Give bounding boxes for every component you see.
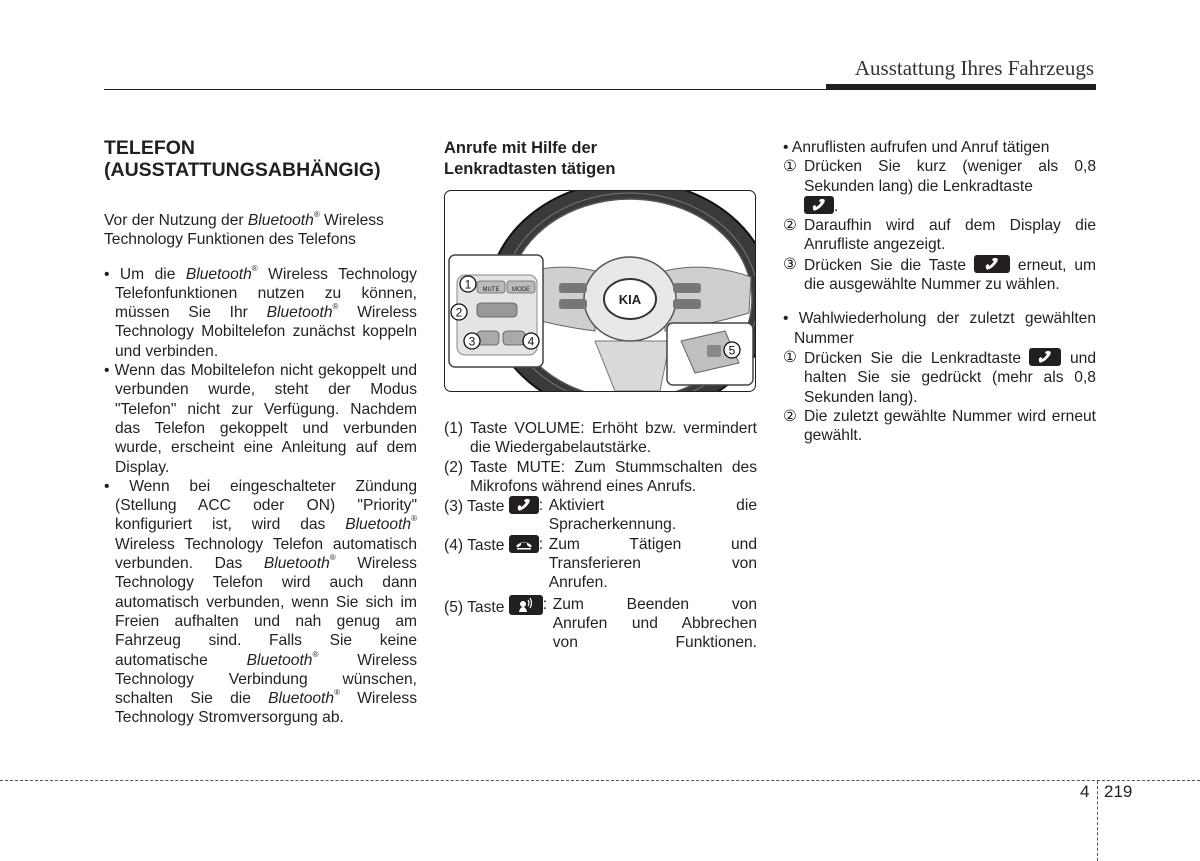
marker-1 [460, 276, 476, 292]
step-item: ② Die zuletzt gewählte Nummer wird erneut gewählt. [783, 407, 1096, 445]
voice-recognition-icon [509, 595, 543, 615]
marker-3 [464, 333, 480, 349]
svg-text:4: 4 [527, 334, 535, 349]
steering-wheel-illustration [445, 191, 755, 391]
list-item: (4) Taste : Zum Tätigen und Transferieren von Anrufen. [444, 535, 757, 592]
chapter-number: 4 [1080, 782, 1090, 801]
step-item: ③ Drücken Sie die Taste erneut, um die ausgewählte Nummer zu wählen. [783, 255, 1097, 294]
chapter-header-title: Ausstattung Ihres Fahrzeugs [854, 56, 1094, 80]
svg-text:3: 3 [468, 334, 476, 349]
page-number: 219 [1104, 782, 1133, 801]
svg-text:5: 5 [728, 343, 736, 358]
list-item: • Wenn das Mobiltelefon nicht gekoppelt und verbunden wurde, steht der Modus "Telefon" nicht zur Verfügung. Nachdem das Telefon gekoppelt und verbunden wurde, erscheint eine Anleitung auf dem Display. [104, 362, 417, 476]
intro-paragraph: Vor der Nutzung der Bluetooth® Wireless Technology Funktionen des Telefons [104, 210, 384, 249]
marker-2 [451, 304, 467, 320]
phone-call-icon [974, 255, 1010, 273]
svg-text:1: 1 [464, 277, 472, 292]
svg-text:2: 2 [455, 305, 463, 320]
phone-hangup-icon [509, 535, 539, 553]
list-item: • Wenn bei eingeschalteter Zündung (Stellung ACC oder ON) "Priority" konfiguriert ist, wird das Bluetooth® Wireless Technology Telefon automatisch verbunden. Das Bluetooth® Wireless Technology Telefon wird auch dann automatisch verbunden, wenn Sie sich im Freien aufhalten und nah genug am Fahrzeug sind. Falls Sie keine automatische Bluetooth® Wireless Technology Verbindung wünschen, schalten Sie die Bluetooth® Wireless Technology Stromversorgung ab. [104, 477, 417, 727]
footer-dashed-divider [1097, 781, 1098, 861]
list-item: (1) Taste VOLUME: Erhöht bzw. vermindert die Wiedergabelautstärke. [444, 420, 757, 457]
steering-wheel-figure [444, 190, 756, 392]
step-item: ① Drücken Sie die Lenkradtaste und halten Sie sie gedrückt (mehr als 0,8 Sekunden lang). [783, 348, 1096, 406]
marker-5 [724, 342, 740, 358]
button-description-list [444, 419, 757, 653]
header-rule [104, 89, 1096, 90]
column-telefon [104, 138, 417, 728]
kia-logo: KIA [618, 292, 642, 307]
marker-4 [523, 333, 539, 349]
list-item: (2) Taste MUTE: Zum Stummschalten des Mikrofons während eines Anrufs. [444, 458, 757, 495]
list-item: • Um die Bluetooth® Wireless Technology Telefonfunktionen nutzen zu können, müssen Sie Ihr Bluetooth® Wireless Technology Mobiltelefon zunächst koppeln und verbinden. [104, 263, 417, 360]
subsection-title: Anrufe mit Hilfe der Lenkradtasten tätigen [444, 139, 616, 178]
mute-label: MUTE [482, 287, 500, 293]
mode-label: MODE [512, 287, 530, 293]
column-anruflisten [783, 138, 1096, 445]
phone-call-icon [804, 196, 834, 214]
section-title: TELEFON (AUSSTATTUNGSABHÄNGIG) [104, 137, 381, 181]
step-item: ① Drücken Sie kurz (weniger als 0,8 Sekunden lang) die Lenkradtaste . [783, 158, 1096, 215]
column-lenkradtasten [444, 138, 757, 653]
list-item: (3) Taste : Aktiviert die Spracherkennung. [444, 497, 757, 534]
list-item: • Anruflisten aufrufen und Anruf tätigen [783, 139, 1050, 156]
footer-dashed-rule [0, 780, 1200, 781]
list-item: • Wahlwiederholung der zuletzt gewählten Nummer [783, 310, 1096, 347]
step-item: ② Daraufhin wird auf dem Display die Anrufliste angezeigt. [783, 217, 1096, 254]
list-item: (5) Taste : Zum Beenden von Anrufen und Abbrechen von Funktionen. [444, 595, 757, 652]
phone-call-icon [1029, 348, 1061, 366]
phone-call-icon [509, 496, 539, 514]
note-list [104, 265, 417, 728]
